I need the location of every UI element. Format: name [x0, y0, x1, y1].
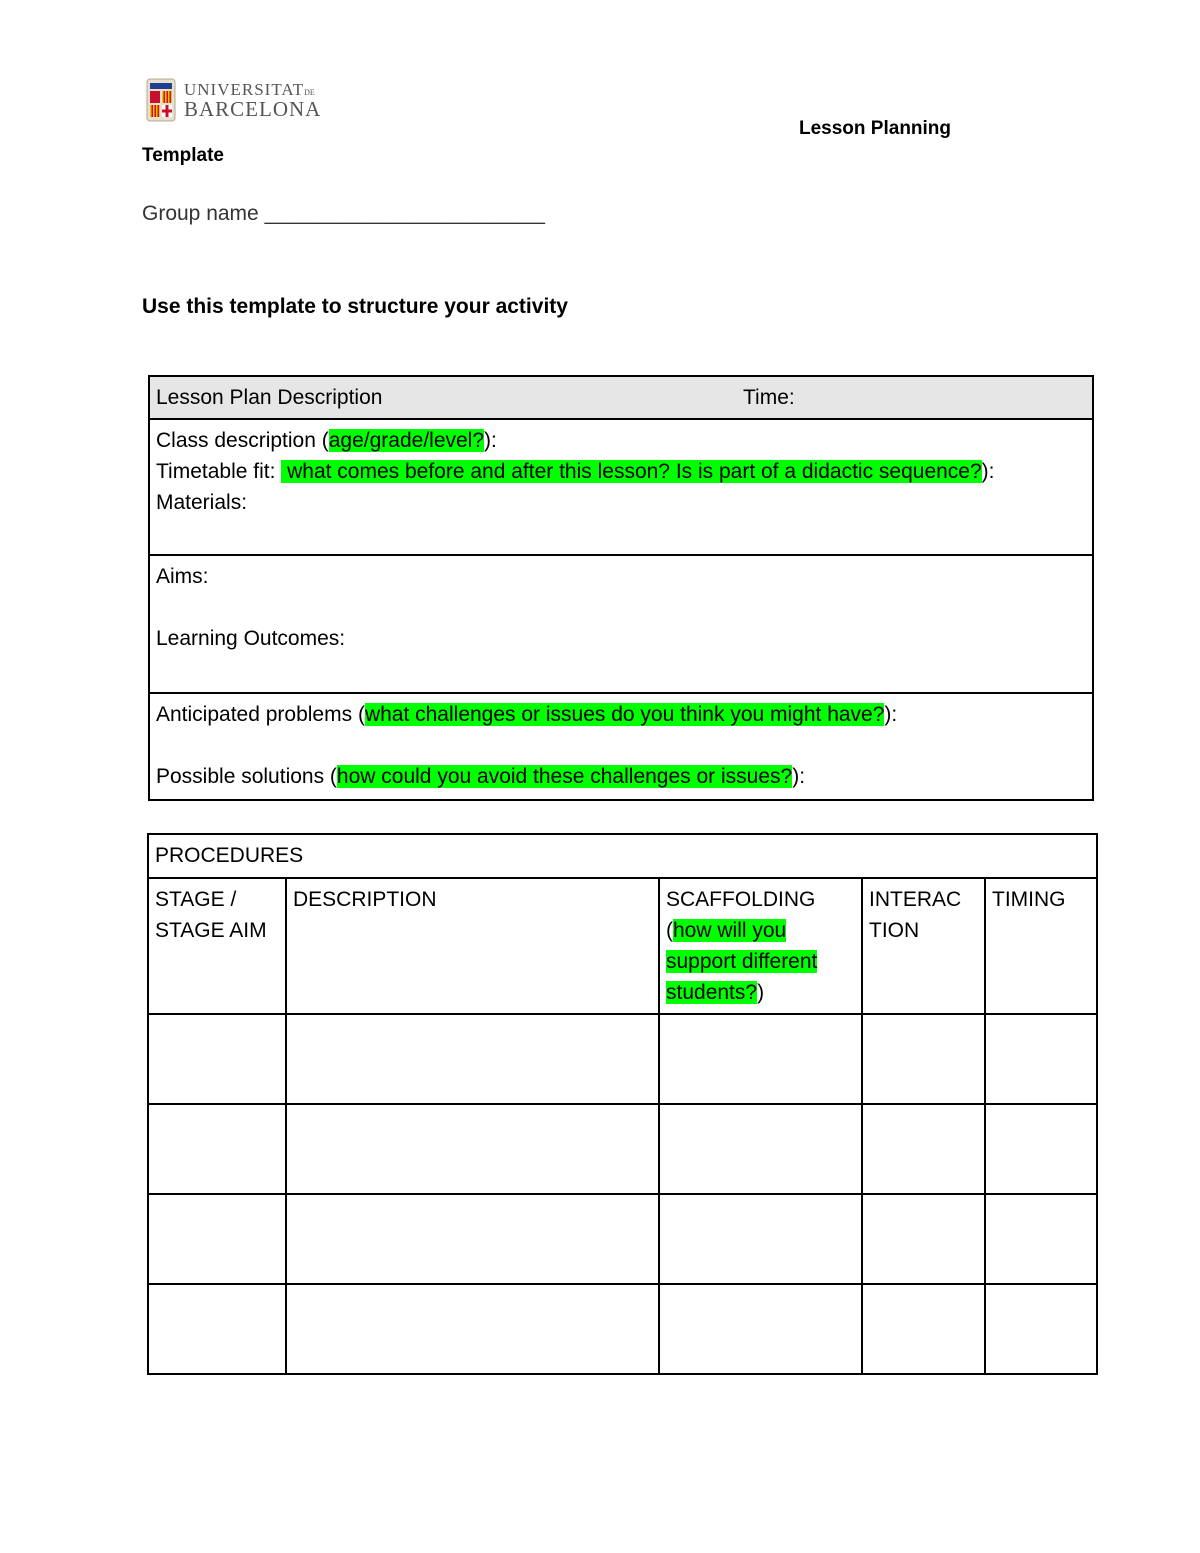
col-stage-header: STAGE / STAGE AIM	[148, 878, 286, 1014]
group-name-blank: ________________________	[264, 202, 545, 225]
procedure-row	[148, 1104, 1097, 1194]
group-name-label: Group name	[142, 202, 259, 225]
stage-cell[interactable]	[148, 1014, 286, 1104]
stage-cell[interactable]	[148, 1284, 286, 1374]
timing-cell[interactable]	[985, 1194, 1097, 1284]
class-description-label: Class description (	[156, 429, 329, 452]
solutions-label: Possible solutions (	[156, 765, 337, 788]
description-cell[interactable]	[286, 1104, 659, 1194]
col-timing-header: TIMING	[985, 878, 1097, 1014]
class-description-line	[156, 425, 1086, 456]
scaffolding-cell[interactable]	[659, 1284, 862, 1374]
timetable-line	[156, 456, 1086, 487]
solutions-line	[156, 761, 1086, 792]
lesson-plan-table	[148, 375, 1094, 801]
col-scaffolding-header	[659, 878, 862, 1014]
procedure-row	[148, 1014, 1097, 1104]
procedures-title: PROCEDURES	[148, 834, 1097, 878]
aims-label: Aims:	[156, 565, 209, 588]
scaffolding-cell[interactable]	[659, 1194, 862, 1284]
class-info-cell[interactable]	[149, 419, 1093, 555]
problems-label: Anticipated problems (	[156, 703, 365, 726]
timing-cell[interactable]	[985, 1014, 1097, 1104]
interaction-cell[interactable]	[862, 1014, 985, 1104]
procedures-header-row	[148, 878, 1097, 1014]
timing-cell[interactable]	[985, 1284, 1097, 1374]
interaction-cell[interactable]	[862, 1194, 985, 1284]
scaffolding-hint: how will you support different students?	[666, 919, 818, 1004]
scaffolding-open: (	[666, 919, 673, 942]
procedures-table	[147, 833, 1098, 1375]
materials-label: Materials:	[156, 491, 248, 514]
stage-cell[interactable]	[148, 1194, 286, 1284]
problems-row	[149, 693, 1093, 800]
col-interaction-header: INTERAC TION	[862, 878, 985, 1014]
university-crest-icon	[146, 78, 176, 122]
aims-row	[149, 555, 1093, 693]
description-cell[interactable]	[286, 1194, 659, 1284]
col-description-header: DESCRIPTION	[286, 878, 659, 1014]
description-label: Lesson Plan Description	[156, 386, 383, 409]
procedure-row	[148, 1194, 1097, 1284]
scaffolding-cell[interactable]	[659, 1104, 862, 1194]
problems-cell[interactable]	[149, 693, 1093, 800]
instructions-text: Use this template to structure your activity	[142, 295, 568, 318]
outcomes-label: Learning Outcomes:	[156, 627, 346, 650]
university-logo	[146, 78, 321, 122]
logo-line1-suffix: DE	[304, 87, 315, 97]
plan-header-row	[149, 376, 1093, 419]
interaction-cell[interactable]	[862, 1104, 985, 1194]
time-label: Time:	[743, 386, 795, 409]
timing-cell[interactable]	[985, 1104, 1097, 1194]
timetable-close: ):	[981, 460, 995, 483]
stage-cell[interactable]	[148, 1104, 286, 1194]
logo-line1: UNIVERSITAT	[184, 79, 305, 99]
description-cell[interactable]	[286, 1014, 659, 1104]
logo-line2: BARCELONA	[184, 96, 322, 121]
problems-hint: what challenges or issues do you think you might have?	[364, 703, 885, 726]
timetable-hint: what comes before and after this lesson? Is is part of a didactic sequence?	[281, 460, 982, 483]
description-cell[interactable]	[286, 1284, 659, 1374]
problems-close: ):	[884, 703, 898, 726]
scaffolding-close: )	[757, 981, 765, 1004]
solutions-close: ):	[792, 765, 806, 788]
group-name-field[interactable]	[142, 202, 545, 226]
solutions-hint: how could you avoid these challenges or issues?	[336, 765, 793, 788]
scaffolding-cell[interactable]	[659, 1014, 862, 1104]
class-description-close: ):	[484, 429, 497, 452]
template-label: Template	[142, 145, 225, 166]
plan-header-cell	[149, 376, 1093, 419]
problems-line	[156, 699, 1086, 730]
procedures-title-row	[148, 834, 1097, 878]
class-description-hint: age/grade/level?	[328, 429, 485, 452]
document-title: Lesson Planning	[799, 118, 952, 139]
interaction-cell[interactable]	[862, 1284, 985, 1374]
aims-cell[interactable]	[149, 555, 1093, 693]
procedure-row	[148, 1284, 1097, 1374]
timetable-label: Timetable fit:	[156, 460, 282, 483]
class-info-row	[149, 419, 1093, 555]
scaffolding-label: SCAFFOLDING	[666, 888, 816, 911]
